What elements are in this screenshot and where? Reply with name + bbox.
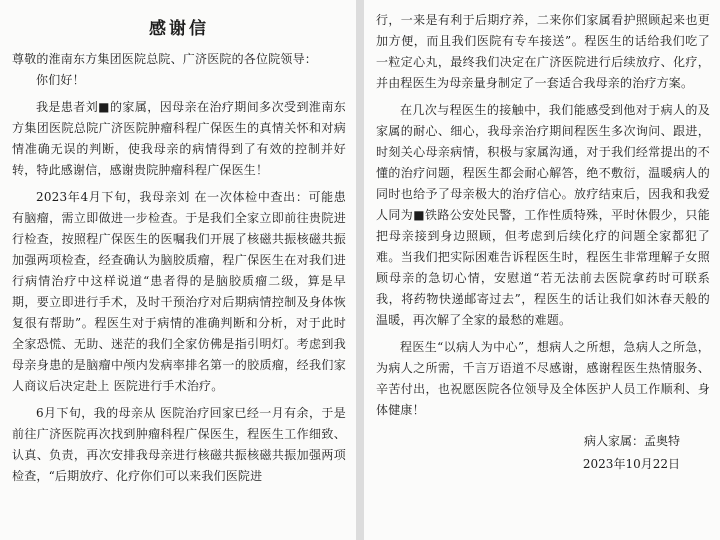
- paragraph-1: 我是患者刘■的家属，因母亲在治疗期间多次受到淮南东方集团医院总院广济医院肿瘤科程广保医生的真情关怀和对病情准确无误的判断，使我母亲的病情得到了有效的控制并好转，特此感谢信，感谢贵院肿瘤科程广保医生！: [12, 100, 346, 177]
- letter-title: 感谢信: [149, 19, 209, 39]
- signature-date: 2023年10月22日: [582, 457, 680, 471]
- greeting: 你们好！: [36, 73, 85, 87]
- paragraph-4: 行，一来是有利于后期疗养，二来你们家属看护照顾起来也更加方便，而且我们医院有专车接送”。程医生的话给我们吃了一粒定心丸，最终我们决定在广济医院进行后续放疗、化疗，并由程医生为母亲量身制定了一套适合我母亲的治疗方案。: [376, 13, 710, 90]
- left-page: [0, 0, 356, 540]
- paragraph-3: 6月下旬，我的母亲从 医院治疗回家已经一月有余，于是前往广济医院再次找到肿瘤科程广保医生，程医生工作细致、认真、负责，再次安排我母亲进行核磁共振核磁共振加强两项检查，“后期放疗、化疗你们可以来我们医院进: [12, 406, 346, 483]
- right-page: [364, 0, 720, 540]
- paragraph-2: 2023年4月下旬，我母亲刘 在一次体检中查出：可能患有脑瘤，需立即做进一步检查。于是我们全家立即前往贵院进行检查，按照程广保医生的医嘱我们开展了核磁共振核磁共振加强两项检查，经查确认为脑胶质瘤，程广保医生在对我们进行病情治疗中这样说道“患者得的是脑胶质瘤二级，算是早期，要立即进行手术，及时干预治疗对后期病情控制及身体恢复很有帮助”。程医生对于病情的准确判断和分析，对于此时全家恐慌、无助、迷茫的我们全家仿佛是指引明灯。考虑到我母亲身患的是脑瘤中颅内发病率排名第一的胶质瘤，经我们家人商议后决定赴上 医院进行手术治疗。: [12, 190, 346, 393]
- salutation: 尊敬的淮南东方集团医院总院、广济医院的各位院领导：: [12, 52, 318, 66]
- paragraph-5: 在几次与程医生的接触中，我们能感受到他对于病人的及家属的耐心、细心，我母亲治疗期间程医生多次询问、跟进，时刻关心母亲病情，积极与家属沟通，对于我们经常提出的不懂的治疗问题，程医生都会耐心解答，绝不敷衍，温暖病人的同时也给予了母亲极大的治疗信心。放疗结束后，因我和我爱人同为■铁路公安处民警，工作性质特殊，平时休假少，只能把母亲接到身边照顾，但考虑到后续化疗的问题全家都犯了难。当我们把实际困难告诉程医生时，程医生非常理解子女照顾母亲的急切心情，安慰道“若无法前去医院拿药时可联系我，将药物快递邮寄过去”，程医生的话让我们如沐春天般的温暖，再次解了全家的最愁的难题。: [376, 103, 710, 327]
- signature: 病人家属：孟奥特: [583, 434, 680, 448]
- paragraph-6: 程医生“以病人为中心”，想病人之所想，急病人之所急，为病人之所需，千言万语道不尽感谢，感谢程医生热情服务、辛苦付出，也祝愿医院各位领导及全体医护人员工作顺利、身体健康！: [376, 340, 710, 417]
